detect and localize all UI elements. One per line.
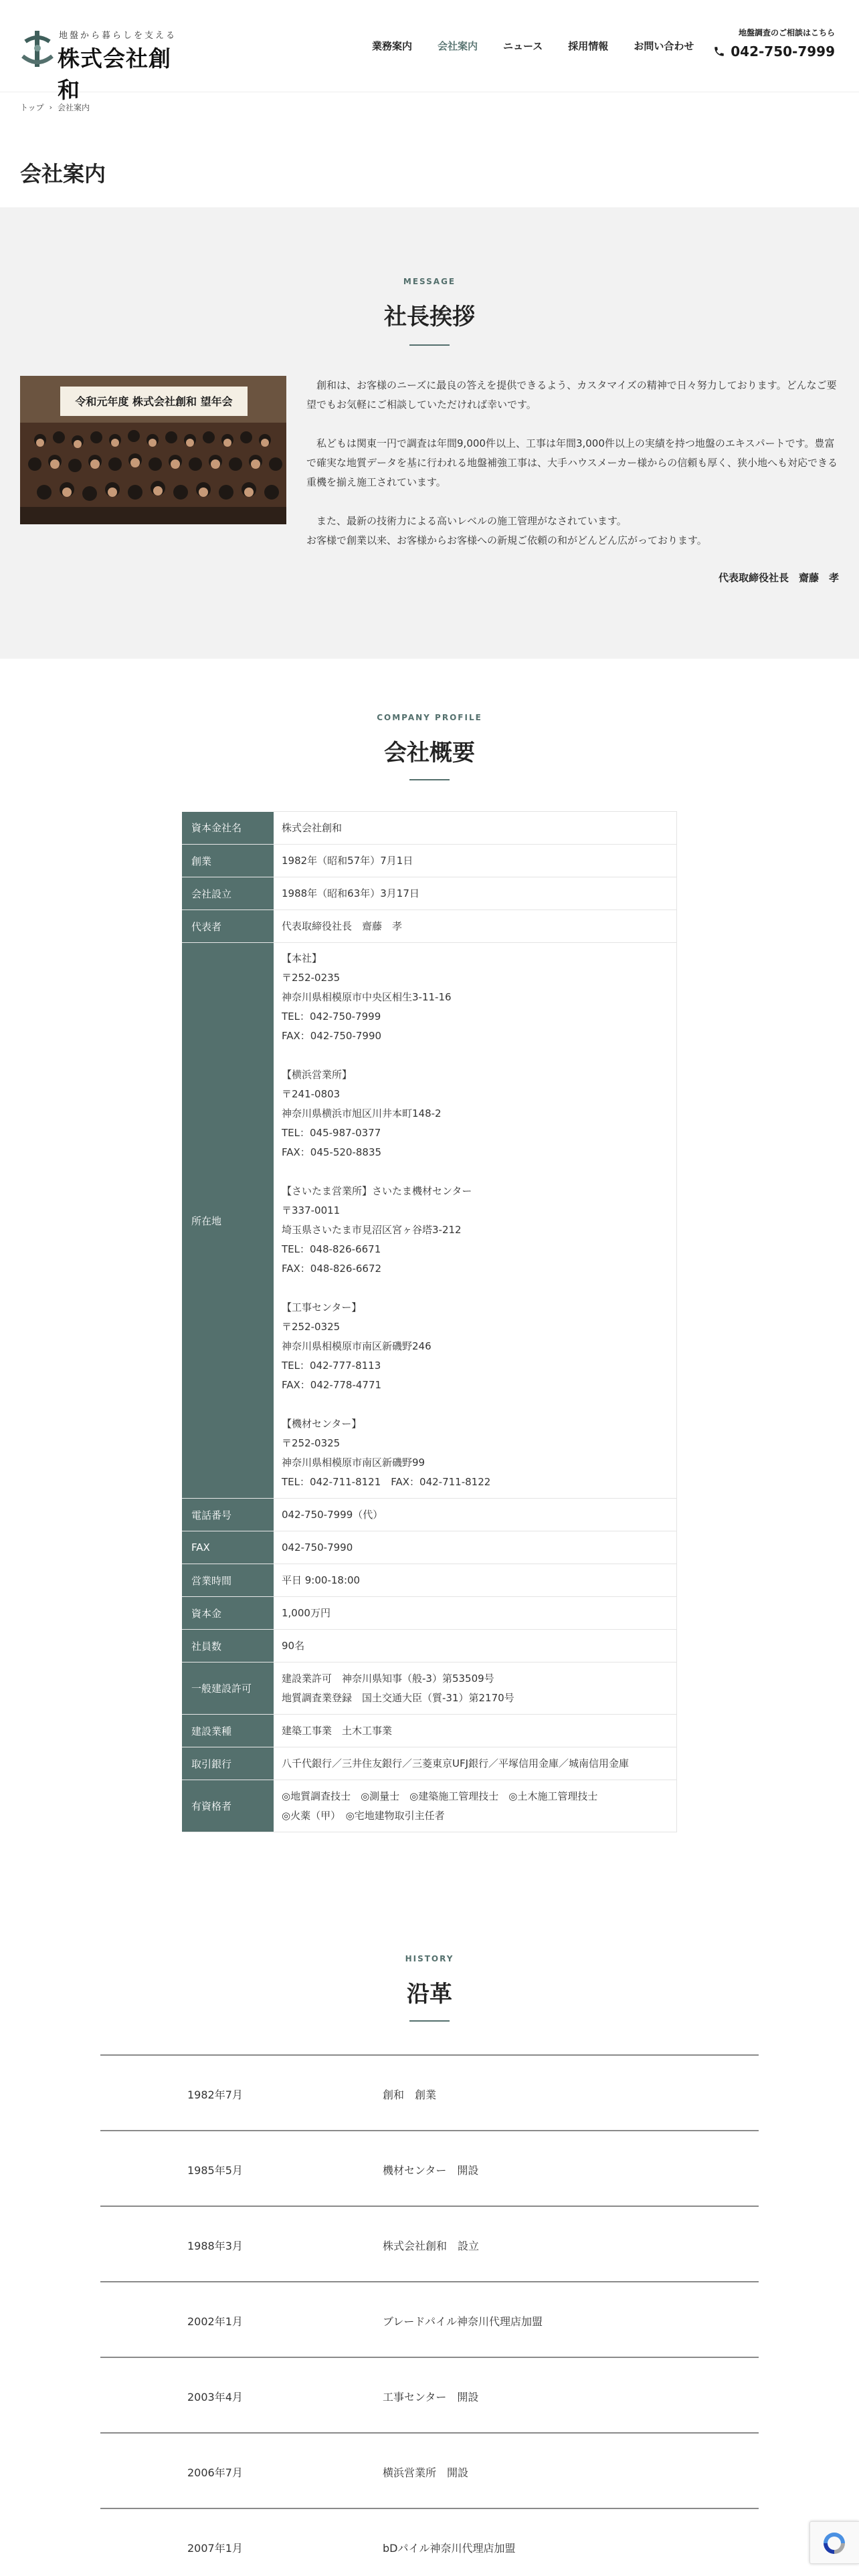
history-item	[100, 2130, 759, 2206]
table-label: 会社設立	[182, 877, 274, 910]
table-row	[182, 1662, 677, 1715]
page-title: 会社案内	[20, 161, 106, 187]
license-line: 建設業許可 神奈川県知事（般-3）第53509号	[282, 1672, 494, 1685]
table-value	[274, 1780, 677, 1832]
address-line: 〒252-0325	[282, 1437, 341, 1449]
history-event: 工事センター 開設	[383, 2391, 479, 2403]
table-label: 一般建設許可	[182, 1662, 274, 1715]
address-line: 【本社】	[282, 952, 322, 964]
table-label: 建設業種	[182, 1715, 274, 1747]
message-en-heading: MESSAGE	[403, 277, 456, 286]
address-cell	[274, 943, 677, 1499]
address-line: 【機材センター】	[282, 1418, 362, 1430]
profile-en-heading: COMPANY PROFILE	[377, 713, 482, 722]
table-label: 所在地	[182, 943, 274, 1499]
table-row	[182, 1715, 677, 1747]
message-paragraph: 私どもは関東一円で調査は年間9,000件以上、工事は年間3,000件以上の実績を持つ地盤のエキスパートです。豊富で確実な地質データを基に行われる地盤補強工事は、大手ハウスメーカー様からの信頼も厚く、狭小地へも対応できる重機を揃え施工されています。	[306, 437, 838, 488]
nav-item-company[interactable]: 会社案内	[438, 40, 478, 52]
history-date: 2002年1月	[187, 2315, 243, 2328]
address-line: 神奈川県相模原市南区新磯野246	[282, 1340, 432, 1352]
table-value: 042-750-7999（代）	[274, 1499, 677, 1531]
history-item	[100, 2054, 759, 2130]
table-row	[182, 1630, 677, 1662]
history-date: 2006年7月	[187, 2466, 243, 2479]
address-line: TEL：045-987-0377	[282, 1127, 381, 1139]
table-label: 資本金	[182, 1597, 274, 1630]
address-line: 神奈川県相模原市南区新磯野99	[282, 1457, 425, 1469]
breadcrumb-chevron-icon: ›	[49, 103, 53, 112]
message-paragraph: また、最新の技術力による高いレベルの施工管理がなされています。	[316, 515, 627, 527]
history-date: 2007年1月	[187, 2542, 243, 2555]
company-logo[interactable]	[21, 25, 189, 103]
address-line: 〒252-0325	[282, 1321, 341, 1333]
table-row-address	[182, 943, 677, 1499]
table-value: 株式会社創和	[274, 812, 677, 845]
table-value: 1982年（昭和57年）7月1日	[274, 845, 677, 877]
table-value: 建築工事業 土木工事業	[274, 1715, 677, 1747]
table-label: 資本金社名	[182, 812, 274, 845]
message-paragraph: お客様で創業以来、お客様からお客様への新規ご依頼の和がどんどん広がっております。	[306, 534, 707, 546]
table-label: 取引銀行	[182, 1747, 274, 1780]
table-row	[182, 1597, 677, 1630]
table-value: 平日 9:00-18:00	[274, 1564, 677, 1597]
table-label: 営業時間	[182, 1564, 274, 1597]
qualification-line: ◎火薬（甲） ◎宅地建物取引主任者	[282, 1809, 445, 1822]
address-line: 〒337-0011	[282, 1204, 341, 1216]
history-item	[100, 2432, 759, 2508]
address-line: 【さいたま営業所】さいたま機材センター	[282, 1185, 472, 1197]
history-divider	[409, 2020, 450, 2022]
table-row	[182, 1747, 677, 1780]
address-line: FAX：048-826-6672	[282, 1263, 382, 1275]
phone-icon	[713, 45, 725, 58]
logo-mark-icon	[21, 28, 54, 70]
history-item	[100, 2508, 759, 2576]
breadcrumb	[20, 102, 90, 113]
profile-divider	[409, 779, 450, 780]
history-date: 2003年4月	[187, 2391, 243, 2403]
history-en-heading: HISTORY	[405, 1954, 454, 1963]
address-line: TEL：042-777-8113	[282, 1360, 381, 1372]
table-value: 八千代銀行／三井住友銀行／三菱東京UFJ銀行／平塚信用金庫／城南信用金庫	[274, 1747, 677, 1780]
table-label: FAX	[182, 1531, 274, 1564]
nav-item-services[interactable]: 業務案内	[372, 40, 413, 52]
address-line: 神奈川県相模原市中央区相生3-11-16	[282, 991, 452, 1003]
history-item	[100, 2281, 759, 2357]
address-line: 神奈川県横浜市旭区川井本町148-2	[282, 1107, 442, 1119]
message-body	[306, 376, 839, 550]
table-label: 社員数	[182, 1630, 274, 1662]
photo-banner-text: 令和元年度 株式会社創和 望年会	[75, 395, 233, 408]
history-event: 創和 創業	[383, 2088, 437, 2101]
president-photo	[20, 376, 286, 524]
address-line: FAX：042-750-7990	[282, 1030, 382, 1042]
message-section	[0, 207, 859, 659]
table-row	[182, 910, 677, 943]
header-phone-link[interactable]	[713, 43, 835, 60]
profile-title: 会社概要	[384, 740, 475, 766]
history-date: 1988年3月	[187, 2240, 243, 2252]
history-date: 1982年7月	[187, 2088, 243, 2101]
table-label: 電話番号	[182, 1499, 274, 1531]
address-line: 〒241-0803	[282, 1088, 341, 1100]
table-row	[182, 877, 677, 910]
nav-item-contact[interactable]: お問い合わせ	[634, 40, 694, 52]
recaptcha-icon	[821, 2530, 848, 2557]
address-line: 埼玉県さいたま市見沼区宮ヶ谷塔3-212	[282, 1224, 462, 1236]
address-line: TEL：042-711-8121 FAX：042-711-8122	[282, 1476, 491, 1488]
nav-item-recruit[interactable]: 採用情報	[568, 40, 609, 52]
license-line: 地質調査業登録 国土交通大臣（質-31）第2170号	[282, 1691, 514, 1704]
president-signature: 代表取締役社長 齋藤 孝	[718, 572, 839, 584]
address-line: 【横浜営業所】	[282, 1069, 353, 1081]
address-line: FAX：042-778-4771	[282, 1379, 382, 1391]
header-contact	[713, 27, 835, 60]
table-value: 1988年（昭和63年）3月17日	[274, 877, 677, 910]
message-divider	[409, 344, 450, 346]
recaptcha-badge[interactable]	[809, 2521, 859, 2564]
table-label: 代表者	[182, 910, 274, 943]
history-title: 沿革	[407, 1981, 452, 2008]
qualification-line: ◎地質調査技士 ◎測量士 ◎建築施工管理技士 ◎土木施工管理技士	[282, 1790, 598, 1802]
logo-tagline: 地盤から暮らしを支える	[59, 31, 177, 41]
table-row	[182, 1499, 677, 1531]
address-line: 〒252-0235	[282, 972, 341, 984]
breadcrumb-current: 会社案内	[58, 103, 90, 112]
logo-company-name: 株式会社創和	[58, 45, 171, 103]
address-line: TEL：042-750-7999	[282, 1010, 381, 1023]
history-item	[100, 2206, 759, 2281]
table-label: 創業	[182, 845, 274, 877]
message-title: 社長挨拶	[384, 304, 475, 330]
table-row	[182, 1780, 677, 1832]
history-event: bDパイル神奈川代理店加盟	[383, 2542, 516, 2555]
history-event: ブレードパイル神奈川代理店加盟	[383, 2315, 543, 2328]
breadcrumb-home[interactable]: トップ	[20, 103, 44, 112]
history-event: 株式会社創和 設立	[383, 2240, 480, 2252]
history-item	[100, 2357, 759, 2432]
table-row	[182, 845, 677, 877]
table-label: 有資格者	[182, 1780, 274, 1832]
nav-item-news[interactable]: ニュース	[503, 40, 543, 52]
table-value: 代表取締役社長 齋藤 孝	[274, 910, 677, 943]
table-value: 042-750-7990	[274, 1531, 677, 1564]
company-profile-table	[182, 811, 677, 1832]
table-value: 90名	[274, 1630, 677, 1662]
table-row	[182, 1531, 677, 1564]
table-row	[182, 812, 677, 845]
address-line: TEL：048-826-6671	[282, 1243, 381, 1255]
header-phone-number: 042-750-7999	[731, 43, 835, 60]
message-paragraph: 創和は、お客様のニーズに最良の答えを提供できるよう、カスタマイズの精神で日々努力しております。どんなご要望でもお気軽にご相談していただければ幸いです。	[306, 379, 837, 411]
contact-label: 地盤調査のご相談はこちら	[738, 28, 835, 37]
table-row	[182, 1564, 677, 1597]
table-value	[274, 1662, 677, 1715]
history-event: 横浜営業所 開設	[383, 2466, 469, 2479]
site-header	[0, 0, 859, 103]
history-event: 機材センター 開設	[383, 2164, 479, 2177]
address-line: 【工事センター】	[282, 1301, 362, 1313]
table-value: 1,000万円	[274, 1597, 677, 1630]
address-line: FAX：045-520-8835	[282, 1146, 382, 1158]
main-nav	[372, 39, 719, 53]
history-date: 1985年5月	[187, 2164, 243, 2177]
